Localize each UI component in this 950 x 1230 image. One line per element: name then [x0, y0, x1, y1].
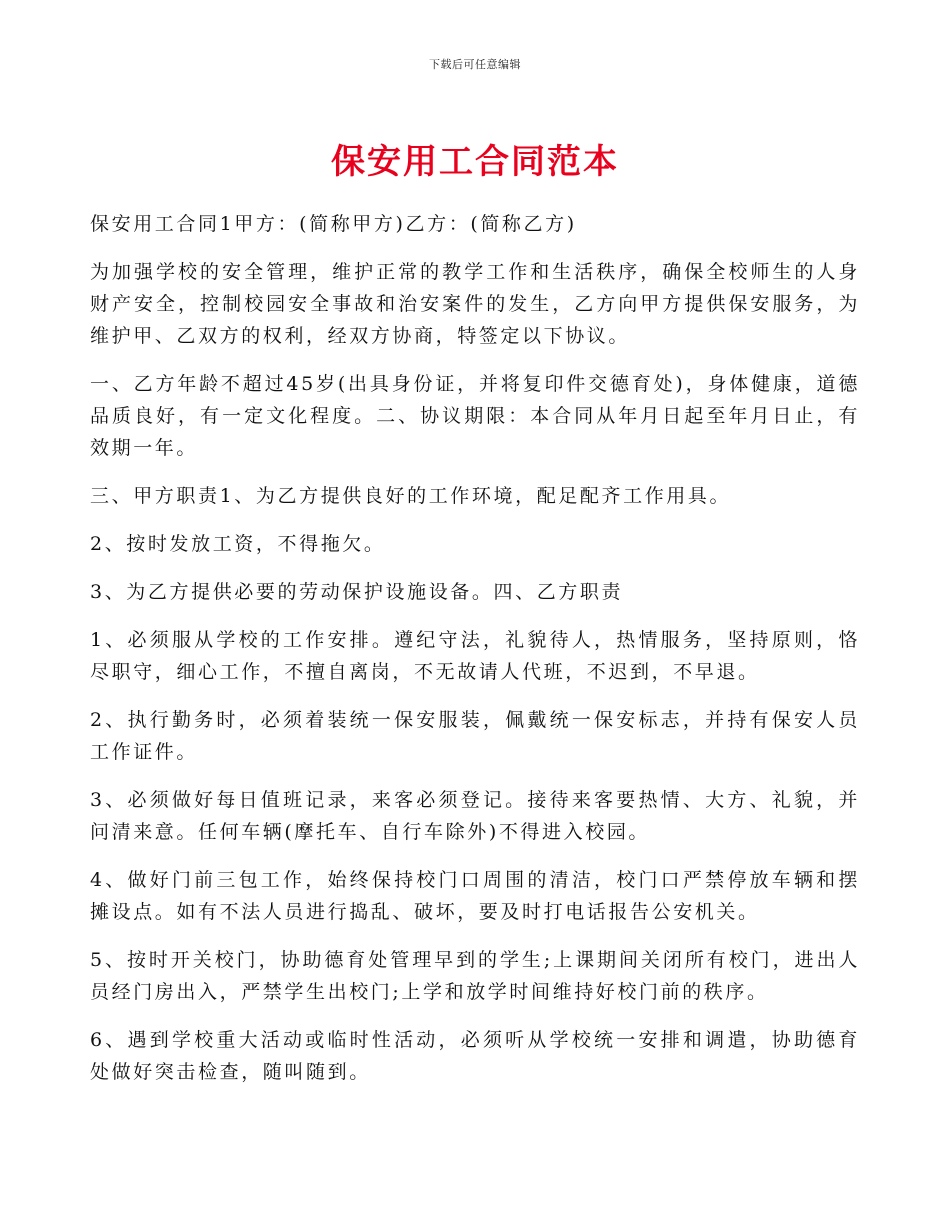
paragraph-clause-1-2: 一、乙方年龄不超过45岁(出具身份证，并将复印件交德育处)，身体健康，道德品质良好，有一定文化程度。二、协议期限：本合同从年月日起至年月日止，有效期一年。: [90, 373, 860, 459]
paragraph-party-a-duty-2: 2、按时发放工资，不得拖欠。: [90, 533, 386, 555]
paragraph-party-b-duty-5: 5、按时开关校门，协助德育处管理早到的学生;上课期间关闭所有校门，进出人员经门房出入，严禁学生出校门;上学和放学时间维持好校门前的秩序。: [90, 949, 860, 1003]
document-body: [90, 208, 860, 1104]
paragraph-party-a-duty-3: 3、为乙方提供必要的劳动保护设施设备。四、乙方职责: [90, 581, 624, 603]
paragraph-party-b-duty-6: 6、遇到学校重大活动或临时性活动，必须听从学校统一安排和调遣，协助德育处做好突击检查，随叫随到。: [90, 1029, 860, 1083]
paragraph-party-b-duty-2: 2、执行勤务时，必须着装统一保安服装，佩戴统一保安标志，并持有保安人员工作证件。: [90, 709, 860, 763]
paragraph-intro: 保安用工合同1甲方：(简称甲方)乙方：(简称乙方): [90, 213, 577, 235]
paragraph-party-a-duty-1: 三、甲方职责1、为乙方提供良好的工作环境，配足配齐工作用具。: [90, 485, 732, 507]
document-title: 保安用工合同范本: [331, 142, 619, 182]
paragraph-purpose: 为加强学校的安全管理，维护正常的教学工作和生活秩序，确保全校师生的人身财产安全，控制校园安全事故和治安案件的发生，乙方向甲方提供保安服务，为维护甲、乙双方的权利，经双方协商，特签定以下协议。: [90, 261, 860, 347]
paragraph-party-b-duty-1: 1、必须服从学校的工作安排。遵纪守法，礼貌待人，热情服务，坚持原则，恪尽职守，细心工作，不擅自离岗，不无故请人代班，不迟到，不早退。: [90, 629, 860, 683]
paragraph-party-b-duty-4: 4、做好门前三包工作，始终保持校门口周围的清洁，校门口严禁停放车辆和摆摊设点。如有不法人员进行捣乱、破坏，要及时打电话报告公安机关。: [90, 869, 860, 923]
paragraph-party-b-duty-3: 3、必须做好每日值班记录，来客必须登记。接待来客要热情、大方、礼貌，并问清来意。任何车辆(摩托车、自行车除外)不得进入校园。: [90, 789, 860, 843]
header-note: 下载后可任意编辑: [429, 58, 521, 71]
